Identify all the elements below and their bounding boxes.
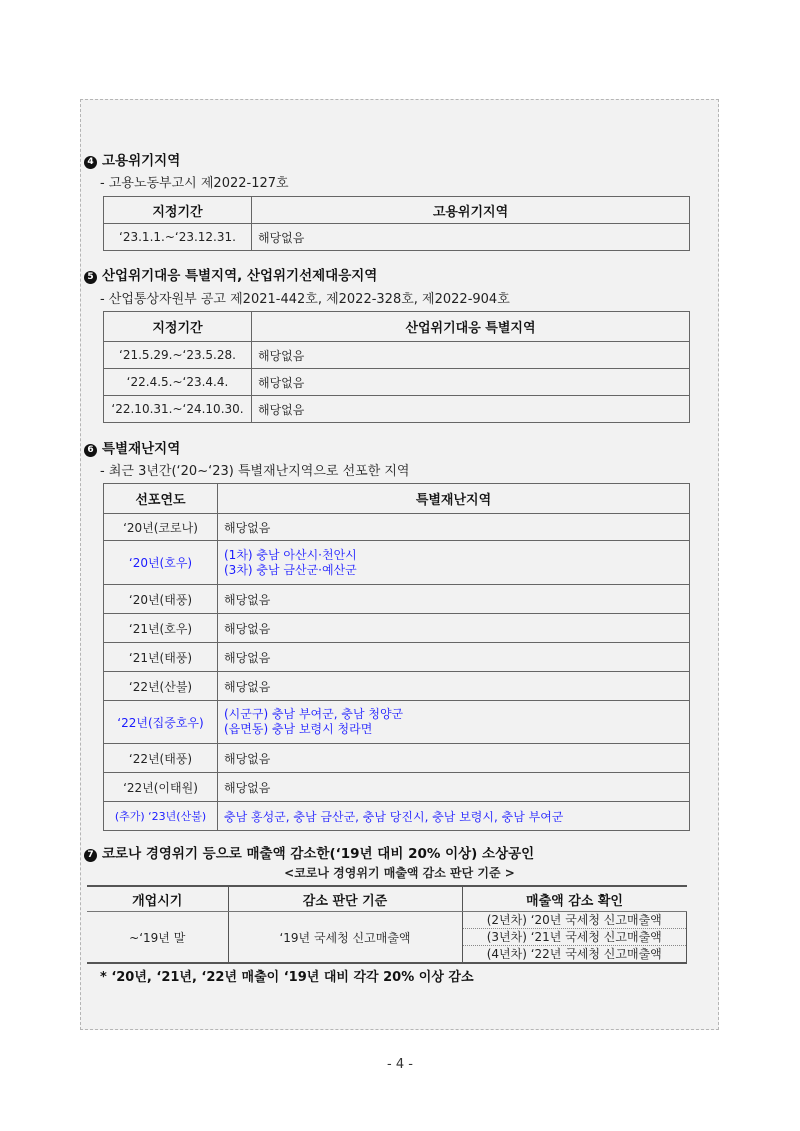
footnote: * ‘20년, ‘21년, ‘22년 매출이 ‘19년 대비 각각 20% 이상 감소 (100, 970, 474, 985)
col-header: 산업위기대응 특별지역 (252, 312, 690, 342)
check-item: (3년차) ‘21년 국세청 신고매출액 (463, 929, 687, 946)
section-6-title: 6 특별재난지역 (84, 437, 180, 457)
section-4-subtitle: - 고용노동부고시 제2022-127호 (100, 176, 289, 191)
check-item: (4년차) ‘22년 국세청 신고매출액 (486, 947, 662, 961)
col-header: 특별재난지역 (218, 484, 690, 514)
table-row: ‘22년(이태원) 해당없음 (104, 773, 690, 802)
col-header: 지정기간 (104, 312, 252, 342)
col-header: 매출액 감소 확인 (462, 886, 687, 912)
table-row: ~‘19년 말 ‘19년 국세청 신고매출액 (2년차) ‘20년 국세청 신고매출액 (3년차) ‘21년 국세청 신고매출액 (4년차) ‘22년 국세청 신고매출액 (87, 912, 687, 964)
table-row: ‘22.10.31.~‘24.10.30. 해당없음 (104, 396, 690, 423)
section-6-subtitle: - 최근 3년간(‘20~‘23) 특별재난지역으로 선포한 지역 (100, 464, 410, 479)
circled-number-icon: 4 (84, 156, 97, 169)
section-5-title: 5 산업위기대응 특별지역, 산업위기선제대응지역 (84, 264, 377, 284)
employment-crisis-table (103, 196, 690, 251)
table-row: ‘20년(코로나) 해당없음 (104, 514, 690, 541)
table-row: ‘21년(호우) 해당없음 (104, 614, 690, 643)
col-header: 선포연도 (104, 484, 218, 514)
section-7-title: 7 코로나 경영위기 등으로 매출액 감소한(‘19년 대비 20% 이상) 소상공인 (84, 842, 534, 862)
col-header: 고용위기지역 (252, 197, 690, 224)
special-disaster-table (103, 483, 690, 831)
circled-number-icon: 6 (84, 444, 97, 457)
industrial-crisis-table (103, 311, 690, 423)
table-row: ‘22년(집중호우) (시군구) 충남 부여군, 충남 청양군 (읍면동) 충남 보령시 청라면 (104, 701, 690, 744)
col-header: 개업시기 (87, 886, 228, 912)
table-row: ‘23.1.1.~‘23.12.31. 해당없음 (104, 224, 690, 251)
sales-decline-criteria-table (87, 885, 687, 964)
col-header: 지정기간 (104, 197, 252, 224)
section-4-title: 4 고용위기지역 (84, 149, 180, 169)
table-row: ‘20년(호우) (1차) 충남 아산시·천안시 (3차) 충남 금산군·예산군 (104, 541, 690, 585)
page-number: - 4 - (387, 1057, 413, 1072)
check-item: (2년차) ‘20년 국세청 신고매출액 (463, 912, 687, 929)
criteria-caption: <코로나 경영위기 매출액 감소 판단 기준 > (284, 866, 515, 880)
table-row: ‘20년(태풍) 해당없음 (104, 585, 690, 614)
section-5-subtitle: - 산업통상자원부 공고 제2021-442호, 제2022-328호, 제2022-904호 (100, 292, 510, 307)
col-header: 감소 판단 기준 (228, 886, 462, 912)
table-row: ‘22.4.5.~‘23.4.4. 해당없음 (104, 369, 690, 396)
table-row: ‘21.5.29.~‘23.5.28. 해당없음 (104, 342, 690, 369)
table-row: ‘22년(산불) 해당없음 (104, 672, 690, 701)
circled-number-icon: 7 (84, 849, 97, 862)
table-row: ‘22년(태풍) 해당없음 (104, 744, 690, 773)
circled-number-icon: 5 (84, 271, 97, 284)
table-row: (추가) ‘23년(산불) 충남 홍성군, 충남 금산군, 충남 당진시, 충남 보령시, 충남 부여군 (104, 802, 690, 831)
table-row: ‘21년(태풍) 해당없음 (104, 643, 690, 672)
